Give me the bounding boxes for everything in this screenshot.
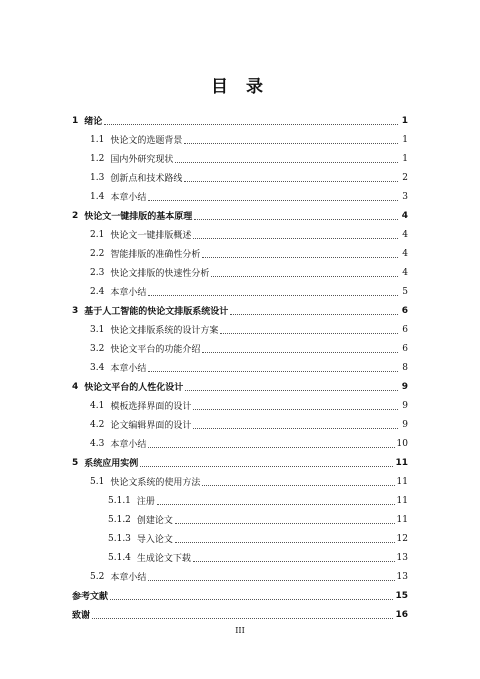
toc-entry[interactable] xyxy=(72,320,408,339)
toc-entry-number: 4.2 xyxy=(90,419,105,430)
toc-entry-number: 5.2 xyxy=(90,571,105,582)
toc-leader-dots xyxy=(230,313,398,315)
toc-entry-page: 9 xyxy=(401,381,408,392)
toc-entry-title: 国内外研究现状 xyxy=(110,155,174,165)
toc-leader-dots xyxy=(175,161,398,163)
toc-entry-number: 1.1 xyxy=(90,134,105,145)
toc-entry[interactable] xyxy=(72,244,408,263)
toc-entry-title: 快论文平台的人性化设计 xyxy=(84,383,184,393)
toc-entry-number: 4.1 xyxy=(90,400,105,411)
toc-entry-title: 快论文一键排版概述 xyxy=(110,231,192,241)
toc-entry-title: 绪论 xyxy=(84,117,103,127)
toc-entry[interactable] xyxy=(72,472,408,491)
toc-entry-number: 5.1.2 xyxy=(108,514,131,525)
toc-entry[interactable] xyxy=(72,187,408,206)
toc-entry-page: 13 xyxy=(396,571,408,582)
toc-entry-page: 9 xyxy=(402,419,408,430)
toc-entry[interactable] xyxy=(72,396,408,415)
toc-entry-title: 智能排版的准确性分析 xyxy=(110,250,201,260)
toc-entry-title: 本章小结 xyxy=(110,288,147,298)
toc-entry-page: 4 xyxy=(402,248,408,259)
toc-entry-title: 快论文平台的功能介绍 xyxy=(110,345,201,355)
toc-entry-page: 6 xyxy=(402,324,408,335)
toc-entry-title: 致谢 xyxy=(72,611,91,621)
toc-entry-title: 导入论文 xyxy=(136,535,173,545)
toc-entry-title: 本章小结 xyxy=(110,440,147,450)
toc-entry-number: 5.1 xyxy=(90,476,105,487)
toc-leader-dots xyxy=(202,256,398,258)
toc-entry-title: 基于人工智能的快论文排版系统设计 xyxy=(84,307,229,317)
toc-entry[interactable] xyxy=(72,377,408,396)
toc-entry-page: 6 xyxy=(402,343,408,354)
toc-entry-title: 快论文的选题背景 xyxy=(110,136,183,146)
toc-entry[interactable] xyxy=(72,453,408,472)
toc-entry-number: 1.3 xyxy=(90,172,105,183)
page-number: III xyxy=(235,626,245,635)
toc-leader-dots xyxy=(193,560,395,562)
toc-leader-dots xyxy=(140,465,393,467)
toc-entry-page: 9 xyxy=(402,400,408,411)
toc-entry[interactable] xyxy=(72,206,408,225)
toc-entry-page: 4 xyxy=(401,210,408,221)
toc-leader-dots xyxy=(104,123,398,125)
toc-entry[interactable] xyxy=(72,130,408,149)
toc-entry-title: 参考文献 xyxy=(72,592,109,602)
toc-entry-page: 4 xyxy=(402,267,408,278)
toc-entry-number: 5.1.1 xyxy=(108,495,131,506)
toc-entry-page: 11 xyxy=(395,457,408,468)
toc-entry[interactable] xyxy=(72,168,408,187)
toc-entry-page: 1 xyxy=(402,134,408,145)
toc-entry[interactable] xyxy=(72,491,408,510)
table-of-contents xyxy=(72,111,408,624)
toc-entry[interactable] xyxy=(72,111,408,130)
toc-entry[interactable] xyxy=(72,358,408,377)
toc-entry-number: 3.2 xyxy=(90,343,105,354)
toc-entry[interactable] xyxy=(72,567,408,586)
toc-entry-page: 16 xyxy=(395,609,408,620)
toc-entry-page: 1 xyxy=(401,115,408,126)
toc-entry-page: 4 xyxy=(402,229,408,240)
toc-entry[interactable] xyxy=(72,149,408,168)
toc-entry-title: 系统应用实例 xyxy=(84,459,139,469)
toc-leader-dots xyxy=(193,237,398,239)
toc-entry-title: 本章小结 xyxy=(110,573,147,583)
toc-entry-page: 10 xyxy=(396,438,408,449)
toc-entry[interactable] xyxy=(72,263,408,282)
toc-entry-title: 本章小结 xyxy=(110,364,147,374)
toc-entry-number: 5.1.3 xyxy=(108,533,131,544)
toc-entry[interactable] xyxy=(72,510,408,529)
toc-entry[interactable] xyxy=(72,225,408,244)
toc-leader-dots xyxy=(148,294,398,296)
toc-entry-number: 3.4 xyxy=(90,362,105,373)
toc-leader-dots xyxy=(175,522,395,524)
toc-entry-number: 2.4 xyxy=(90,286,105,297)
toc-entry-page: 5 xyxy=(402,286,408,297)
toc-entry-title: 快论文排版的快速性分析 xyxy=(110,269,210,279)
toc-entry-page: 6 xyxy=(401,305,408,316)
toc-entry-number: 3 xyxy=(72,305,79,316)
toc-entry-number: 1.2 xyxy=(90,153,105,164)
toc-entry-page: 2 xyxy=(402,172,408,183)
toc-entry-number: 4 xyxy=(72,381,79,392)
toc-entry-number: 1 xyxy=(72,115,79,126)
toc-entry-title: 生成论文下载 xyxy=(136,554,191,564)
toc-entry[interactable] xyxy=(72,339,408,358)
toc-entry-page: 1 xyxy=(402,153,408,164)
toc-leader-dots xyxy=(211,275,398,277)
toc-title: 目 录 xyxy=(211,77,269,97)
toc-entry-page: 11 xyxy=(396,514,408,525)
toc-leader-dots xyxy=(110,598,393,600)
toc-leader-dots xyxy=(193,408,398,410)
toc-entry-number: 2.1 xyxy=(90,229,105,240)
toc-entry-number: 2.2 xyxy=(90,248,105,259)
toc-entry-page: 13 xyxy=(396,552,408,563)
toc-entry[interactable] xyxy=(72,415,408,434)
toc-entry-title: 创新点和技术路线 xyxy=(110,174,183,184)
toc-leader-dots xyxy=(194,218,398,220)
toc-entry-page: 11 xyxy=(396,476,408,487)
toc-entry-page: 3 xyxy=(402,191,408,202)
toc-leader-dots xyxy=(184,142,398,144)
toc-entry-page: 11 xyxy=(396,495,408,506)
toc-entry[interactable] xyxy=(72,434,408,453)
toc-leader-dots xyxy=(157,503,395,505)
toc-leader-dots xyxy=(148,579,394,581)
toc-entry-number: 2 xyxy=(72,210,79,221)
toc-entry-number: 5.1.4 xyxy=(108,552,131,563)
toc-entry-number: 5 xyxy=(72,457,79,468)
toc-entry-page: 12 xyxy=(396,533,408,544)
toc-leader-dots xyxy=(193,427,398,429)
toc-entry[interactable] xyxy=(72,548,408,567)
toc-entry-number: 4.3 xyxy=(90,438,105,449)
toc-leader-dots xyxy=(148,199,398,201)
toc-entry-title: 快论文系统的使用方法 xyxy=(110,478,201,488)
toc-leader-dots xyxy=(148,370,398,372)
toc-entry-number: 1.4 xyxy=(90,191,105,202)
toc-leader-dots xyxy=(175,541,395,543)
toc-leader-dots xyxy=(202,484,394,486)
toc-entry-number: 3.1 xyxy=(90,324,105,335)
toc-entry-title: 快论文一键排版的基本原理 xyxy=(84,212,193,222)
toc-entry-page: 8 xyxy=(402,362,408,373)
toc-leader-dots xyxy=(202,351,398,353)
toc-entry-page: 15 xyxy=(395,590,408,601)
toc-entry[interactable] xyxy=(72,529,408,548)
toc-leader-dots xyxy=(220,332,398,334)
toc-entry[interactable] xyxy=(72,586,408,605)
toc-entry-number: 2.3 xyxy=(90,267,105,278)
toc-entry[interactable] xyxy=(72,301,408,320)
toc-leader-dots xyxy=(185,389,398,391)
toc-leader-dots xyxy=(92,617,393,619)
toc-leader-dots xyxy=(148,446,394,448)
toc-entry-title: 注册 xyxy=(136,497,155,507)
toc-entry-title: 模板选择界面的设计 xyxy=(110,402,192,412)
toc-entry-title: 快论文排版系统的设计方案 xyxy=(110,326,219,336)
toc-entry[interactable] xyxy=(72,605,408,624)
toc-entry-title: 本章小结 xyxy=(110,193,147,203)
toc-entry-title: 论文编辑界面的设计 xyxy=(110,421,192,431)
toc-entry-title: 创建论文 xyxy=(136,516,173,526)
toc-leader-dots xyxy=(184,180,398,182)
toc-entry[interactable] xyxy=(72,282,408,301)
